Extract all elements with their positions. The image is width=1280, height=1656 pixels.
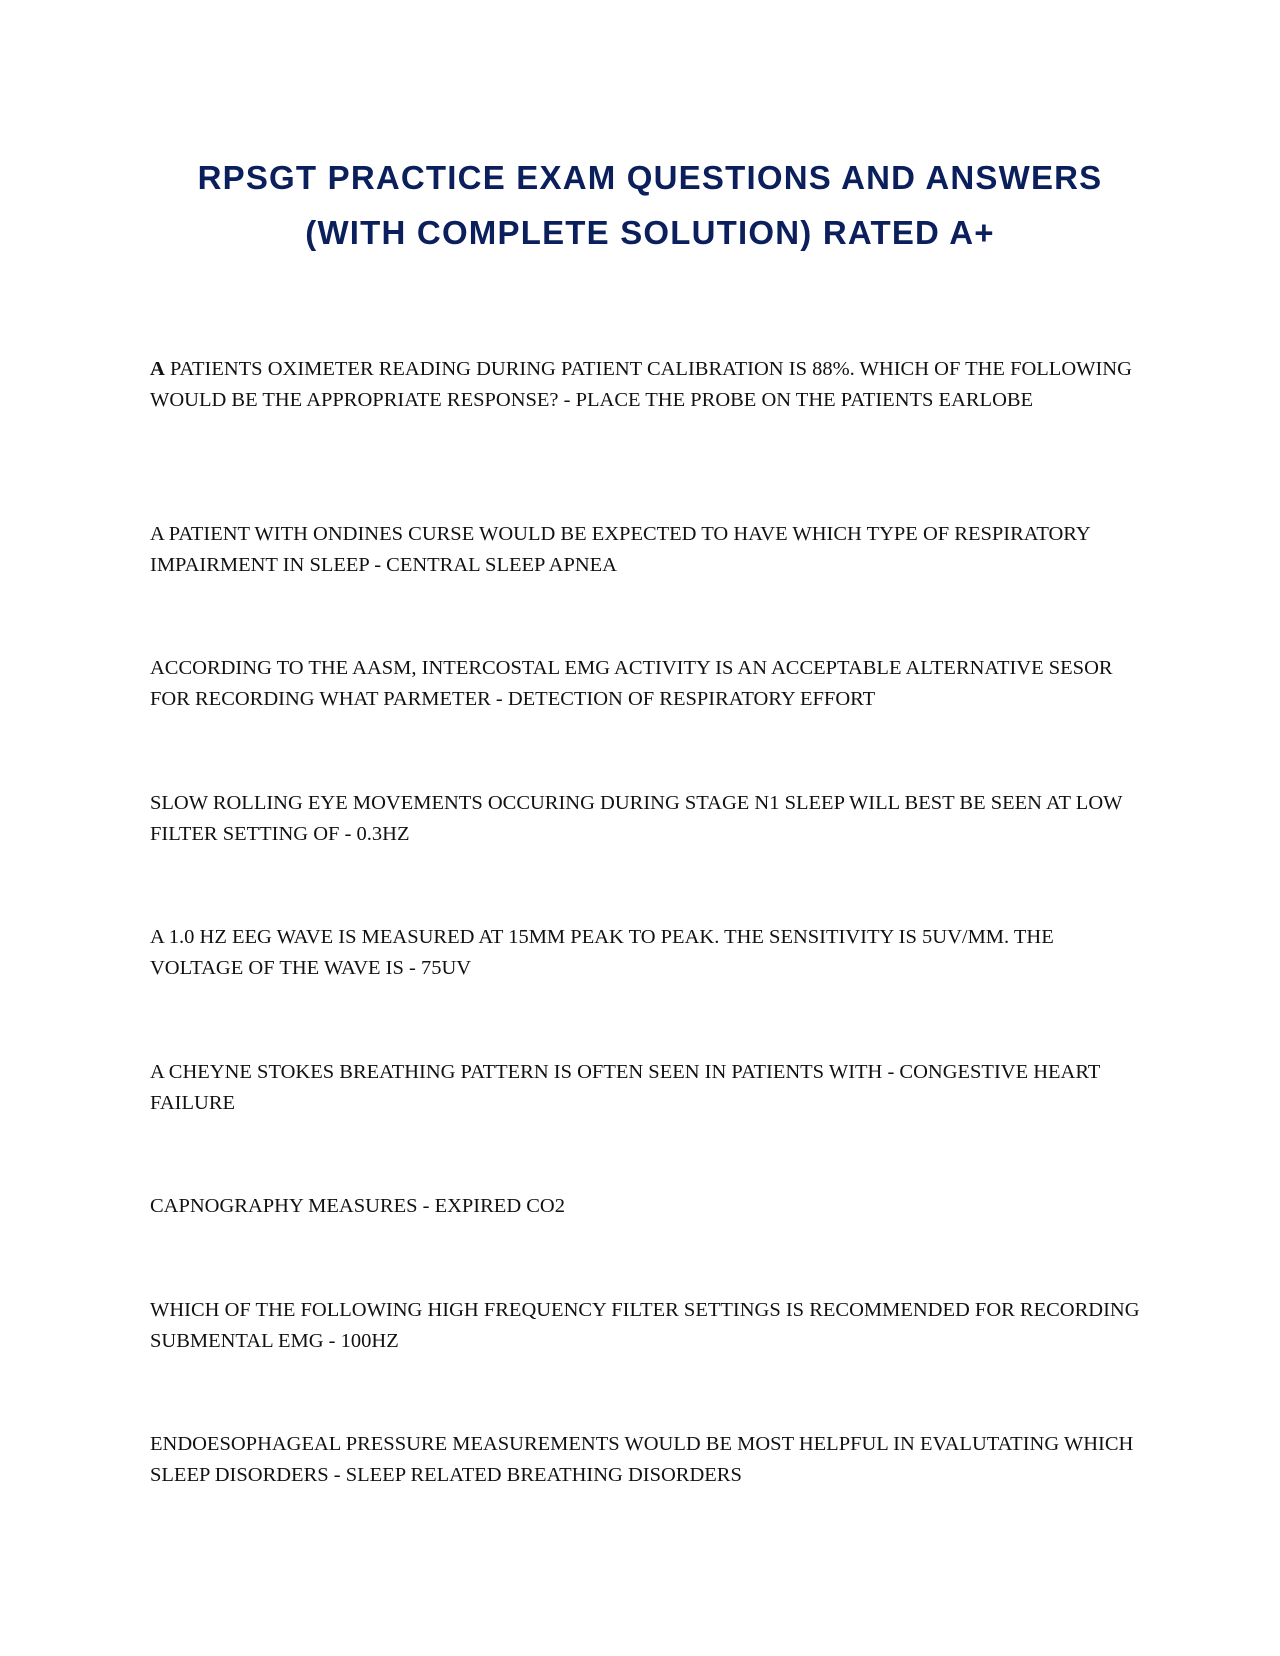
qa-item-9: [150, 1429, 1150, 1491]
qa-item-1: [150, 354, 1150, 416]
qa-item-text: A CHEYNE STOKES BREATHING PATTERN IS OFTEN SEEN IN PATIENTS WITH - CONGESTIVE HEART FAILURE: [150, 1061, 1100, 1114]
qa-item-4: [150, 788, 1150, 850]
qa-item-2: [150, 519, 1150, 581]
document-title: [120, 150, 1180, 260]
qa-item-text: A 1.0 HZ EEG WAVE IS MEASURED AT 15MM PEAK TO PEAK. THE SENSITIVITY IS 5UV/MM. THE VOLTAGE OF THE WAVE IS - 75UV: [150, 926, 1054, 979]
qa-item-text: ACCORDING TO THE AASM, INTERCOSTAL EMG ACTIVITY IS AN ACCEPTABLE ALTERNATIVE SESOR FOR RECORDING WHAT PARMETER - DETECTION OF RESPIRATORY EFFORT: [150, 657, 1113, 710]
qa-item-3: [150, 653, 1150, 715]
qa-item-text: A PATIENT WITH ONDINES CURSE WOULD BE EXPECTED TO HAVE WHICH TYPE OF RESPIRATORY IMPAIRMENT IN SLEEP - CENTRAL SLEEP APNEA: [150, 523, 1090, 576]
title-line-2: (WITH COMPLETE SOLUTION) RATED A+: [305, 214, 995, 251]
qa-item-8: [150, 1295, 1150, 1357]
qa-item-lead: A: [150, 358, 165, 380]
qa-item-text: SLOW ROLLING EYE MOVEMENTS OCCURING DURING STAGE N1 SLEEP WILL BEST BE SEEN AT LOW FILTER SETTING OF - 0.3HZ: [150, 792, 1123, 845]
qa-item-text: WHICH OF THE FOLLOWING HIGH FREQUENCY FILTER SETTINGS IS RECOMMENDED FOR RECORDING SUBMENTAL EMG - 100HZ: [150, 1299, 1140, 1352]
qa-item-7: [150, 1191, 1150, 1222]
qa-item-6: [150, 1057, 1150, 1119]
qa-item-text: PATIENTS OXIMETER READING DURING PATIENT CALIBRATION IS 88%. WHICH OF THE FOLLOWING WOULD BE THE APPROPRIATE RESPONSE? - PLACE THE PROBE ON THE PATIENTS EARLOBE: [150, 358, 1132, 411]
title-line-1: RPSGT PRACTICE EXAM QUESTIONS AND ANSWERS: [197, 159, 1103, 196]
qa-item-5: [150, 922, 1150, 984]
qa-item-text: ENDOESOPHAGEAL PRESSURE MEASUREMENTS WOULD BE MOST HELPFUL IN EVALUTATING WHICH SLEEP DISORDERS - SLEEP RELATED BREATHING DISORDERS: [150, 1433, 1134, 1486]
qa-item-text: CAPNOGRAPHY MEASURES - EXPIRED CO2: [150, 1195, 565, 1217]
